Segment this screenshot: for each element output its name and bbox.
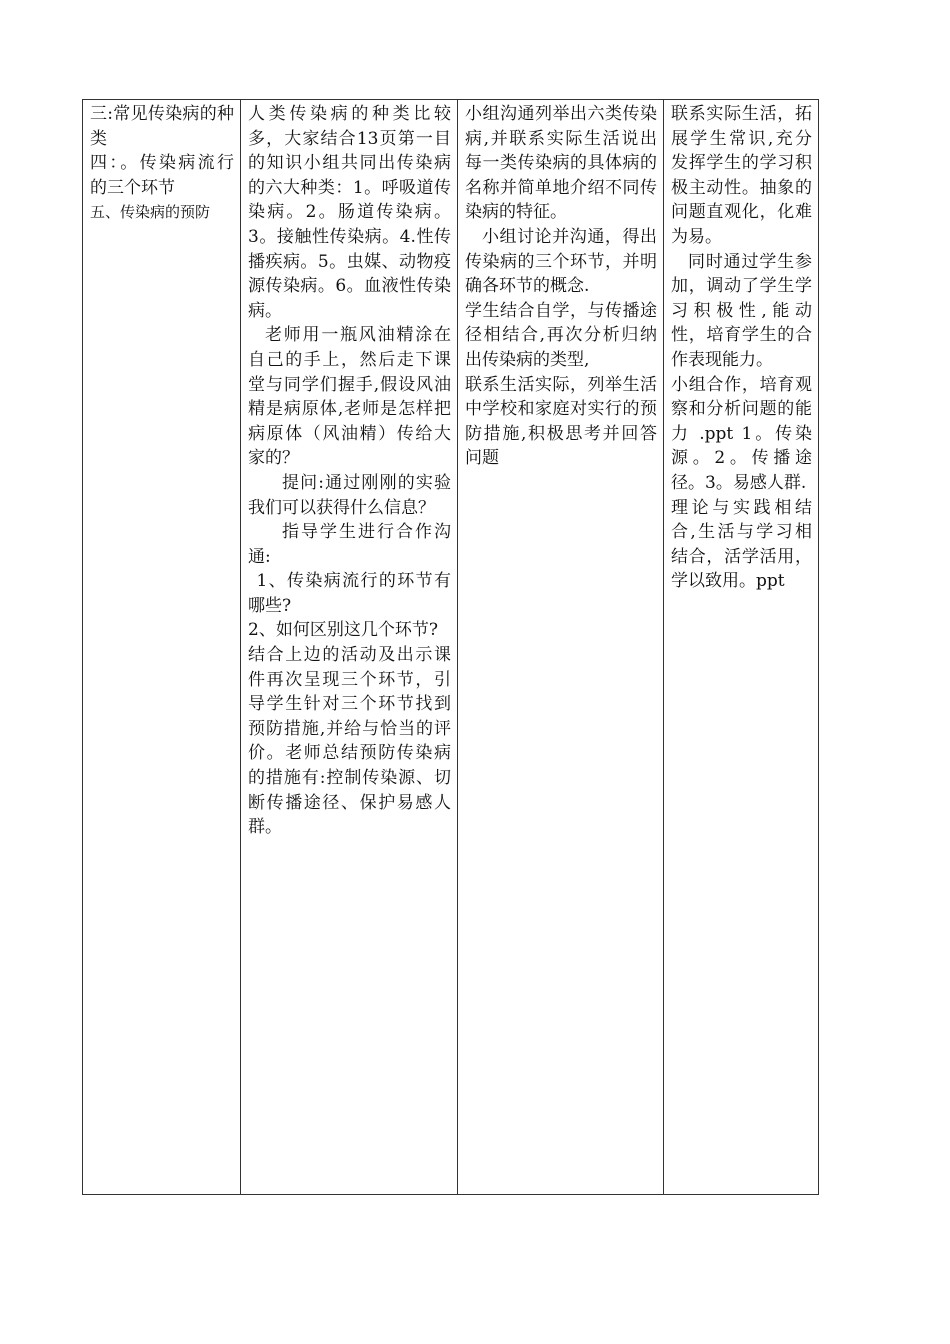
student-paragraph: 学生结合自学，与传播途径相结合,再次分析归纳出传染病的类型, (465, 300, 657, 370)
lesson-plan-table (82, 99, 819, 1195)
teacher-paragraph: 指导学生进行合作沟通: (248, 522, 451, 567)
topic-paragraph: 五、传染病的预防 (90, 203, 211, 222)
intent-paragraph: 理论与实践相结合,生活与学习相结合，活学活用，学以致用。ppt (671, 497, 812, 592)
teacher-activity-cell (241, 100, 458, 1195)
teacher-paragraph: 结合上边的活动及出示课件再次呈现三个环节，引导学生针对三个环节找到预防措施,并给与恰当的评价。老师总结预防传染病的措施有:控制传染源、切断传播途径、保护易感人群。 (248, 645, 451, 838)
student-paragraph: 联系生活实际，列举生活中学校和家庭对实行的预防措施,积极思考并回答问题 (465, 374, 657, 469)
student-paragraph: 小组讨论并沟通，得出传染病的三个环节，并明确各环节的概念. (465, 226, 657, 297)
topic-column-cell (83, 100, 241, 1195)
intent-paragraph: 同时通过学生参加，调动了学生学习积极性,能动性，培育学生的合作表现能力。 (671, 251, 812, 370)
student-activity-cell (458, 100, 664, 1195)
topic-paragraph: 三:常见传染病的种类 (90, 104, 234, 149)
table-row (83, 100, 819, 1195)
teacher-paragraph: 1、传染病流行的环节有哪些? (248, 571, 451, 616)
student-paragraph: 小组沟通列举出六类传染病,并联系实际生活说出每一类传染病的具体病的名称并简单地介绍不同传染病的特征。 (465, 104, 657, 223)
intent-paragraph: 联系实际生活，拓展学生常识,充分发挥学生的学习积极主动性。抽象的问题直观化，化难为易。 (671, 104, 812, 247)
intent-paragraph: 小组合作，培育观察和分析问题的能力 .ppt 1。传染源。2。传播途径。3。易感人群. (671, 374, 812, 493)
teacher-paragraph: 人类传染病的种类比较多，大家结合13页第一目的知识小组共同出传染病的六大种类：1。呼吸道传染病。2。肠道传染病。3。接触性传染病。4.性传播疾病。5。虫媒、动物疫源传染病。6。血液性传染病。 (248, 104, 451, 321)
teacher-paragraph: 2、如何区别这几个环节? (248, 620, 438, 641)
topic-paragraph: 四：。传染病流行的三个环节 (90, 153, 234, 198)
teacher-paragraph: 老师用一瓶风油精涂在自己的手上，然后走下课堂与同学们握手,假设风油精是病原体,老师是怎样把病原体（风油精）传给大家的？ (248, 325, 451, 469)
teacher-paragraph: 提问:通过刚刚的实验我们可以获得什么信息？ (248, 472, 451, 518)
design-intent-cell (664, 100, 819, 1195)
